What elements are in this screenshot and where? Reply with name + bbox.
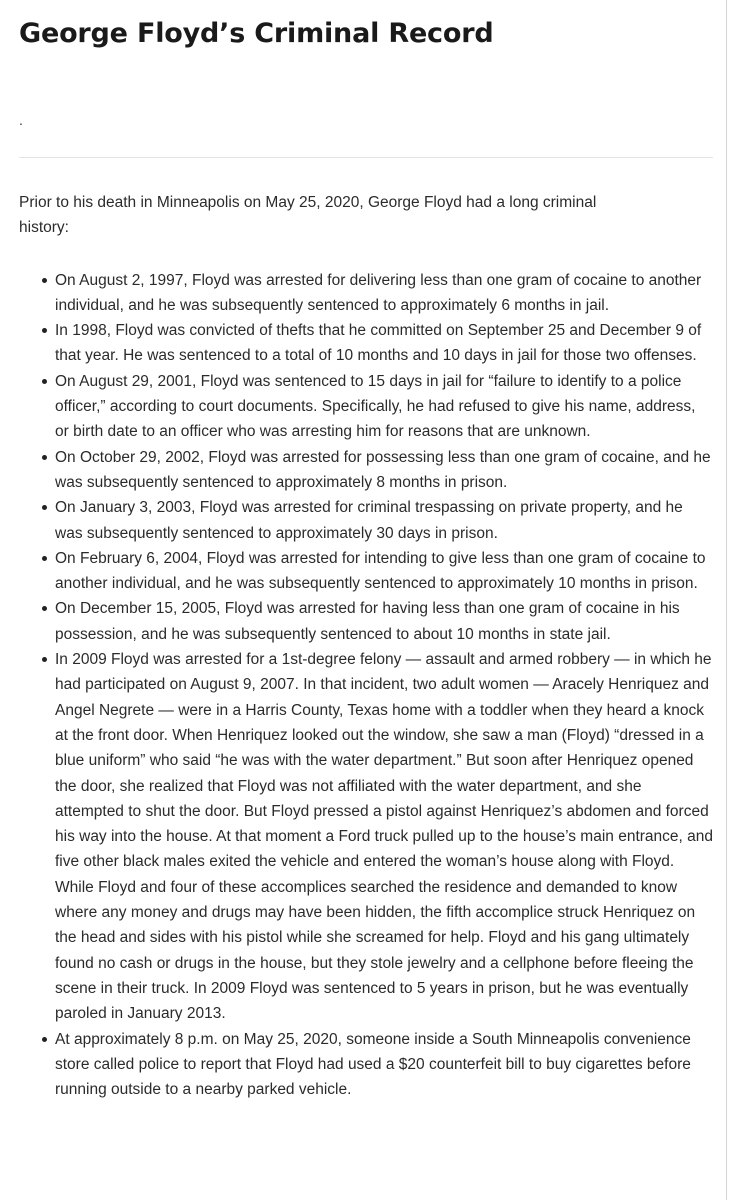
list-item-text: On October 29, 2002, Floyd was arrested for possessing less than one gram of cocaine, and he was subsequently sentenced to approximately 8 months in prison. bbox=[55, 448, 711, 491]
list-item-text: In 2009 Floyd was arrested for a 1st-degree felony — assault and armed robbery — in which he had participated on August 9, 2007. In that incident, two adult women — Aracely Henriquez and Angel Negrete — were in a Harris County, Texas home with a toddler when they heard a knock at the front door. When Henriquez looked out the window, she saw a man (Floyd) “dressed in a blue uniform” who said “he was with the water department.” But soon after Henriquez opened the door, she realized that Floyd was not affiliated with the water department, and she attempted to shut the door. But Floyd pressed a pistol against Henriquez’s abdomen and forced his way into the house. At that moment a Ford truck pulled up to the house’s main entrance, and five other black males exited the vehicle and entered the woman’s house along with Floyd. While Floyd and four of these accomplices searched the residence and demanded to know where any money and drugs may have been hidden, the fifth accomplice struck Henriquez on the head and sides with his pistol while she screamed for help. Floyd and his gang ultimately found no cash or drugs in the house, but they stole jewelry and a cellphone before fleeing the scene in their truck. In 2009 Floyd was sentenced to 5 years in prison, but he was eventually paroled in January 2013. bbox=[55, 651, 713, 1023]
page-edge-line bbox=[726, 0, 727, 1200]
list-item bbox=[19, 268, 713, 319]
bullet-icon bbox=[42, 278, 47, 283]
list-item-text: On January 3, 2003, Floyd was arrested for criminal trespassing on private property, and he was subsequently sentenced to approximately 30 days in prison. bbox=[55, 499, 683, 542]
dot-marker: . bbox=[19, 112, 23, 128]
intro-paragraph: Prior to his death in Minneapolis on May 25, 2020, George Floyd had a long criminal history: bbox=[19, 194, 597, 237]
list-item bbox=[19, 596, 713, 647]
bullet-icon bbox=[42, 1037, 47, 1042]
list-item-text: On December 15, 2005, Floyd was arrested for having less than one gram of cocaine in his possession, and he was subsequently sentenced to about 10 months in state jail. bbox=[55, 600, 680, 643]
bullet-icon bbox=[42, 379, 47, 384]
list-item bbox=[19, 445, 713, 496]
list-item-text: At approximately 8 p.m. on May 25, 2020, someone inside a South Minneapolis convenience store called police to report that Floyd had used a $20 counterfeit bill to buy cigarettes before running outside to a nearby parked vehicle. bbox=[55, 1030, 691, 1099]
list-item bbox=[19, 546, 713, 597]
list-item bbox=[19, 495, 713, 546]
list-item bbox=[19, 1027, 713, 1103]
list-item bbox=[19, 318, 713, 369]
list-item-text: In 1998, Floyd was convicted of thefts that he committed on September 25 and December 9 of that year. He was sentenced to a total of 10 months and 10 days in jail for those two offenses. bbox=[55, 322, 702, 365]
article bbox=[19, 0, 713, 1102]
bullet-icon bbox=[42, 657, 47, 662]
list-item bbox=[19, 647, 713, 1026]
list-item bbox=[19, 369, 713, 445]
list-item-text: On February 6, 2004, Floyd was arrested for intending to give less than one gram of cocaine to another individual, and he was subsequently sentenced to approximately 10 months in prison. bbox=[55, 549, 706, 593]
record-list bbox=[19, 268, 713, 1103]
list-item-text: On August 29, 2001, Floyd was sentenced to 15 days in jail for “failure to identify to a police officer,” according to court documents. Specifically, he had refused to give his name, address, or birth date to an officer who was arresting him for reasons that are unknown. bbox=[55, 372, 696, 441]
bullet-icon bbox=[42, 455, 47, 460]
bullet-icon bbox=[42, 328, 47, 333]
bullet-icon bbox=[42, 556, 47, 561]
bullet-icon bbox=[42, 505, 47, 510]
page-title: George Floyd’s Criminal Record bbox=[19, 18, 494, 49]
bullet-icon bbox=[42, 606, 47, 611]
divider bbox=[19, 157, 713, 158]
list-item-text: On August 2, 1997, Floyd was arrested for delivering less than one gram of cocaine to another individual, and he was subsequently sentenced to approximately 6 months in jail. bbox=[55, 271, 702, 314]
